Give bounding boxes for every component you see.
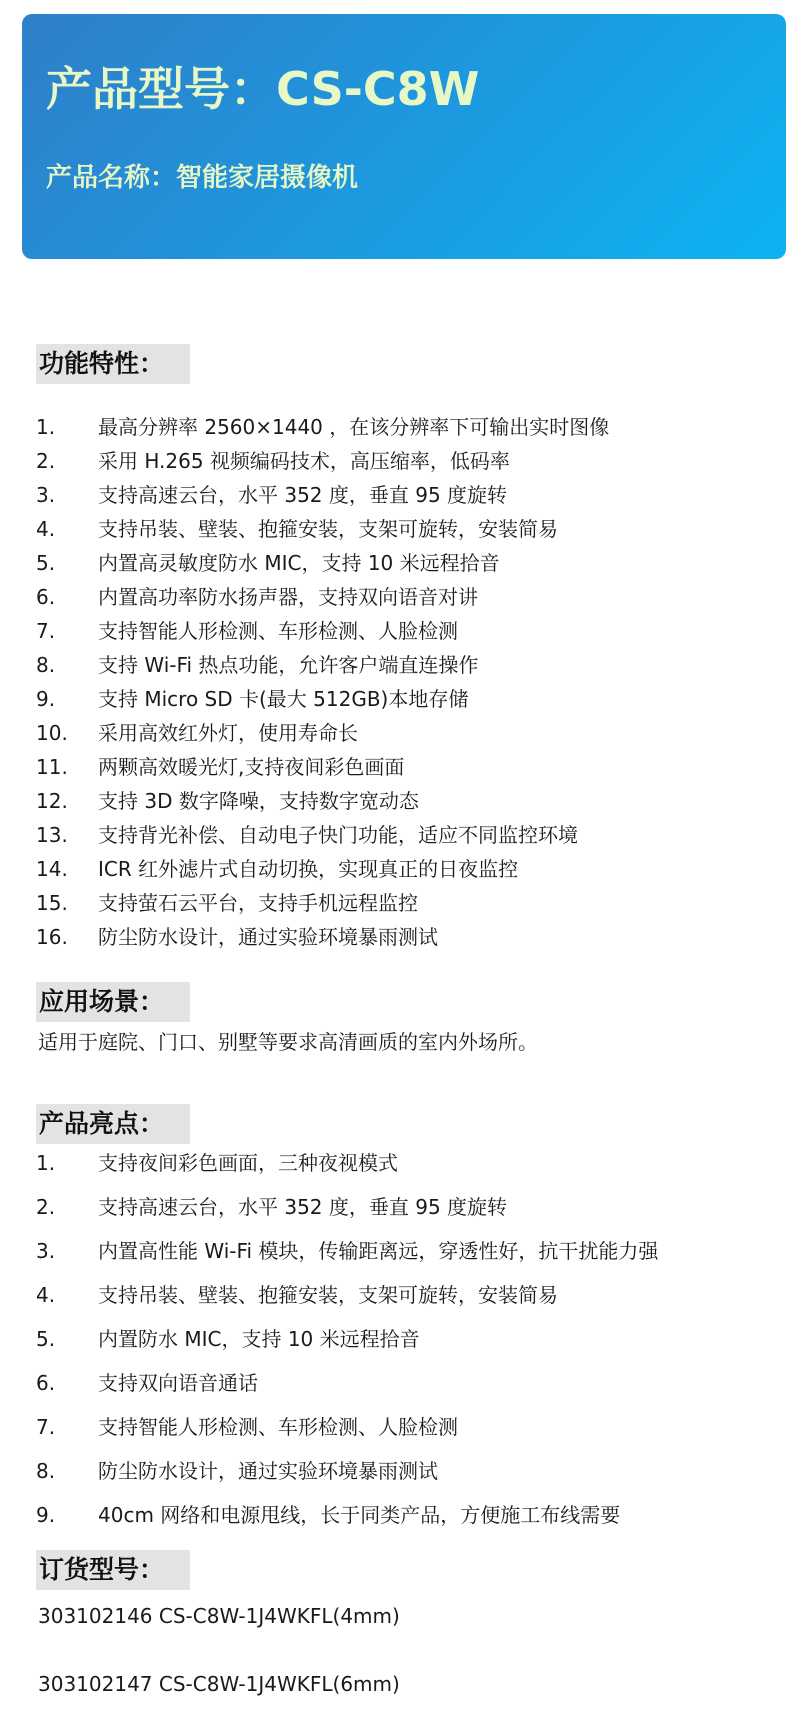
list-item	[36, 1458, 438, 1484]
list-item-text: 内置防水 MIC，支持 10 米远程拾音	[98, 1327, 420, 1351]
list-item	[36, 652, 478, 678]
list-item-text: 内置高功率防水扬声器，支持双向语音对讲	[98, 585, 478, 609]
list-item-number: 13.	[36, 823, 68, 847]
list-item-number: 3.	[36, 1239, 56, 1263]
list-item-number: 1.	[36, 1151, 56, 1175]
list-item-number: 9.	[36, 687, 56, 711]
list-item-number: 6.	[36, 1371, 56, 1395]
list-item	[36, 856, 518, 882]
scenario-heading: 应用场景：	[36, 982, 190, 1022]
ordering-heading: 订货型号：	[36, 1550, 190, 1590]
list-item-text: 支持 Micro SD 卡(最大 512GB)本地存储	[98, 687, 469, 711]
list-item-text: 支持吊装、壁装、抱箍安装，支架可旋转，安装简易	[98, 1283, 558, 1307]
list-item-number: 5.	[36, 551, 56, 575]
list-item-text: 内置高灵敏度防水 MIC，支持 10 米远程拾音	[98, 551, 500, 575]
list-item-text: 支持智能人形检测、车形检测、人脸检测	[98, 619, 458, 643]
list-item	[36, 1194, 507, 1220]
product-name-subtitle: 产品名称：智能家居摄像机	[46, 163, 359, 193]
list-item	[36, 822, 578, 848]
list-item	[36, 1414, 458, 1440]
list-item	[36, 448, 510, 474]
list-item	[36, 1370, 258, 1396]
list-item	[36, 482, 507, 508]
title-banner	[22, 14, 786, 259]
list-item-number: 4.	[36, 1283, 56, 1307]
list-item-number: 4.	[36, 517, 56, 541]
list-item	[36, 1238, 658, 1264]
list-item-number: 14.	[36, 857, 68, 881]
list-item-number: 7.	[36, 1415, 56, 1439]
list-item	[36, 584, 478, 610]
list-item-number: 11.	[36, 755, 68, 779]
list-item-number: 16.	[36, 925, 68, 949]
list-item-number: 2.	[36, 449, 56, 473]
list-item-text: 40cm 网络和电源甩线，长于同类产品，方便施工布线需要	[98, 1503, 621, 1527]
features-heading: 功能特性：	[36, 344, 190, 384]
list-item	[36, 1150, 398, 1176]
list-item	[36, 414, 609, 440]
list-item-text: 最高分辨率 2560×1440 ，在该分辨率下可输出实时图像	[98, 415, 610, 439]
highlights-heading: 产品亮点：	[36, 1104, 190, 1144]
list-item-number: 15.	[36, 891, 68, 915]
list-item-number: 2.	[36, 1195, 56, 1219]
list-item	[36, 1502, 620, 1528]
list-item-number: 1.	[36, 415, 56, 439]
list-item	[36, 1326, 420, 1352]
list-item	[36, 1282, 558, 1308]
order-code: 303102146 CS-C8W-1J4WKFL(4mm)	[38, 1604, 400, 1628]
list-item	[36, 924, 438, 950]
list-item-number: 10.	[36, 721, 68, 745]
list-item-text: 支持萤石云平台，支持手机远程监控	[98, 891, 418, 915]
list-item-text: 支持吊装、壁装、抱箍安装，支架可旋转，安装简易	[98, 517, 558, 541]
list-item-text: 采用高效红外灯，使用寿命长	[98, 721, 358, 745]
list-item	[36, 754, 404, 780]
list-item	[36, 720, 358, 746]
list-item-text: 采用 H.265 视频编码技术，高压缩率，低码率	[98, 449, 510, 473]
list-item-text: 支持夜间彩色画面，三种夜视模式	[98, 1151, 398, 1175]
list-item-text: 支持 Wi-Fi 热点功能，允许客户端直连操作	[98, 653, 479, 677]
list-item	[36, 890, 418, 916]
list-item-text: 防尘防水设计，通过实验环境暴雨测试	[98, 1459, 438, 1483]
list-item	[36, 686, 468, 712]
list-item-text: ICR 红外滤片式自动切换，实现真正的日夜监控	[98, 857, 519, 881]
list-item-number: 8.	[36, 653, 56, 677]
order-code: 303102147 CS-C8W-1J4WKFL(6mm)	[38, 1672, 400, 1696]
list-item-number: 12.	[36, 789, 68, 813]
list-item-text: 两颗高效暖光灯,支持夜间彩色画面	[98, 755, 405, 779]
list-item-text: 支持 3D 数字降噪，支持数字宽动态	[98, 789, 419, 813]
product-model-title: 产品型号：CS-C8W	[46, 62, 480, 116]
list-item-text: 支持背光补偿、自动电子快门功能，适应不同监控环境	[98, 823, 578, 847]
list-item-text: 支持高速云台，水平 352 度，垂直 95 度旋转	[98, 1195, 508, 1219]
list-item-text: 支持智能人形检测、车形检测、人脸检测	[98, 1415, 458, 1439]
list-item-text: 内置高性能 Wi-Fi 模块，传输距离远，穿透性好，抗干扰能力强	[98, 1239, 659, 1263]
scenario-text: 适用于庭院、门口、别墅等要求高清画质的室内外场所。	[38, 1030, 538, 1054]
list-item-text: 支持双向语音通话	[98, 1371, 258, 1395]
list-item-text: 支持高速云台，水平 352 度，垂直 95 度旋转	[98, 483, 508, 507]
list-item-number: 7.	[36, 619, 56, 643]
list-item	[36, 516, 558, 542]
list-item	[36, 550, 500, 576]
list-item	[36, 788, 419, 814]
list-item-number: 5.	[36, 1327, 56, 1351]
list-item-number: 8.	[36, 1459, 56, 1483]
list-item-number: 9.	[36, 1503, 56, 1527]
list-item	[36, 618, 458, 644]
list-item-text: 防尘防水设计，通过实验环境暴雨测试	[98, 925, 438, 949]
list-item-number: 6.	[36, 585, 56, 609]
list-item-number: 3.	[36, 483, 56, 507]
